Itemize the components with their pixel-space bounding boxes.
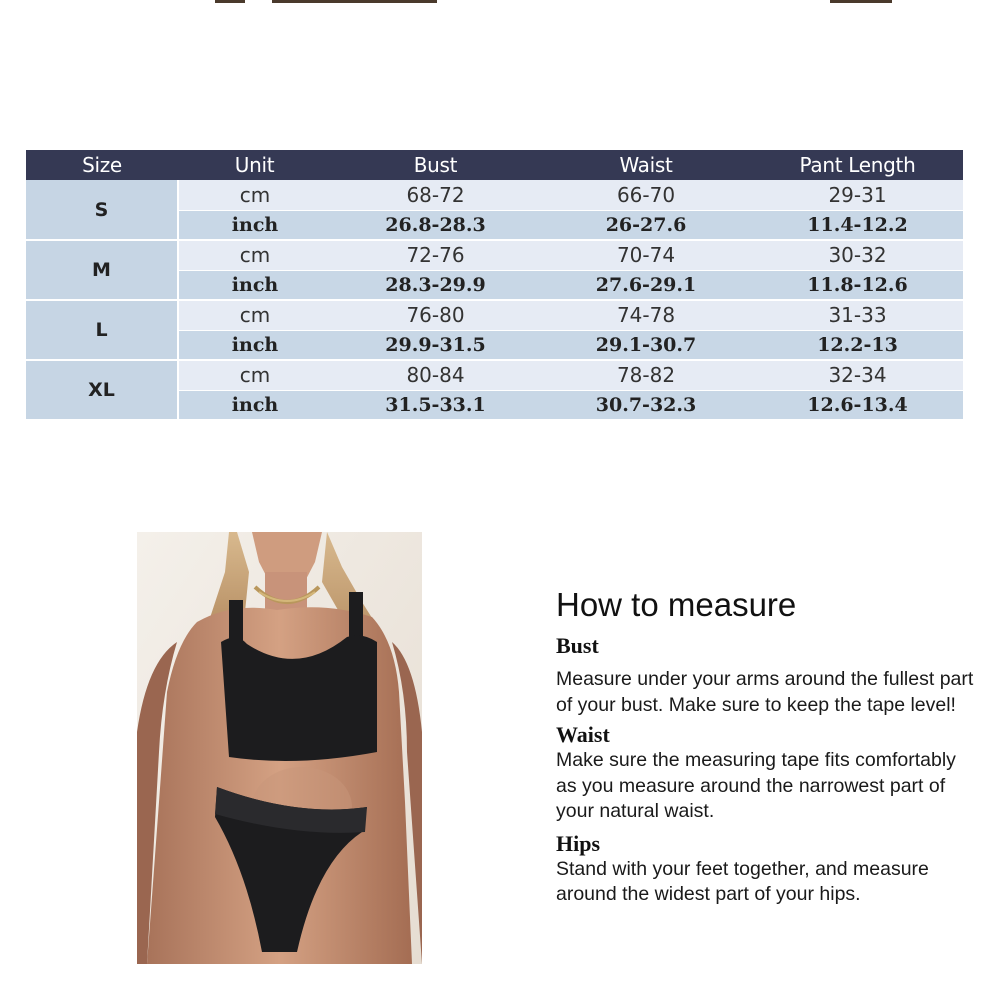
table-row <box>26 240 963 270</box>
bust-cell: 29.9-31.5 <box>331 330 540 360</box>
pant-length-cell: 29-31 <box>752 180 963 210</box>
pant-length-cell: 32-34 <box>752 360 963 390</box>
pant-length-cell: 31-33 <box>752 300 963 330</box>
bust-cell: 80-84 <box>331 360 540 390</box>
size-label: M <box>26 240 178 300</box>
pant-length-cell: 11.4-12.2 <box>752 210 963 240</box>
bust-cell: 26.8-28.3 <box>331 210 540 240</box>
waist-instructions: Make sure the measuring tape fits comfortably as you measure around the narrowest part of your natural waist. <box>556 749 956 822</box>
model-photo <box>137 532 422 964</box>
waist-cell: 70-74 <box>540 240 752 270</box>
bust-cell: 31.5-33.1 <box>331 390 540 420</box>
header-size: Size <box>26 150 178 180</box>
table-row <box>26 360 963 390</box>
top-edge-strip <box>0 0 1000 3</box>
header-waist: Waist <box>540 150 752 180</box>
unit-cell: cm <box>178 360 331 390</box>
unit-cell: cm <box>178 180 331 210</box>
size-chart <box>26 150 963 421</box>
waist-cell: 29.1-30.7 <box>540 330 752 360</box>
unit-cell: cm <box>178 300 331 330</box>
unit-cell: inch <box>178 330 331 360</box>
waist-cell: 78-82 <box>540 360 752 390</box>
hips-instructions: Stand with your feet together, and measure around the widest part of your hips. <box>556 857 929 905</box>
hips-heading: Hips <box>556 830 601 856</box>
pant-length-cell: 11.8-12.6 <box>752 270 963 300</box>
waist-cell: 27.6-29.1 <box>540 270 752 300</box>
bust-cell: 72-76 <box>331 240 540 270</box>
bust-cell: 68-72 <box>331 180 540 210</box>
measure-guide <box>556 585 976 908</box>
size-chart-header-row <box>26 150 963 180</box>
bust-instructions: Measure under your arms around the fullest part of your bust. Make sure to keep the tape level! <box>556 668 974 716</box>
waist-heading: Waist <box>556 722 610 747</box>
header-unit: Unit <box>178 150 331 180</box>
pant-length-cell: 30-32 <box>752 240 963 270</box>
bust-heading: Bust <box>556 633 599 658</box>
unit-cell: inch <box>178 210 331 240</box>
pant-length-cell: 12.2-13 <box>752 330 963 360</box>
size-label: S <box>26 180 178 240</box>
size-chart-table <box>26 150 963 421</box>
bust-cell: 28.3-29.9 <box>331 270 540 300</box>
pant-length-cell: 12.6-13.4 <box>752 390 963 420</box>
unit-cell: inch <box>178 270 331 300</box>
header-bust: Bust <box>331 150 540 180</box>
waist-cell: 30.7-32.3 <box>540 390 752 420</box>
header-pant-length: Pant Length <box>752 150 963 180</box>
waist-cell: 26-27.6 <box>540 210 752 240</box>
unit-cell: cm <box>178 240 331 270</box>
guide-title: How to measure <box>556 586 797 623</box>
model-photo-illustration <box>137 532 422 964</box>
bust-cell: 76-80 <box>331 300 540 330</box>
unit-cell: inch <box>178 390 331 420</box>
waist-cell: 66-70 <box>540 180 752 210</box>
size-label: XL <box>26 360 178 420</box>
table-row <box>26 300 963 330</box>
waist-cell: 74-78 <box>540 300 752 330</box>
size-label: L <box>26 300 178 360</box>
table-row <box>26 180 963 210</box>
